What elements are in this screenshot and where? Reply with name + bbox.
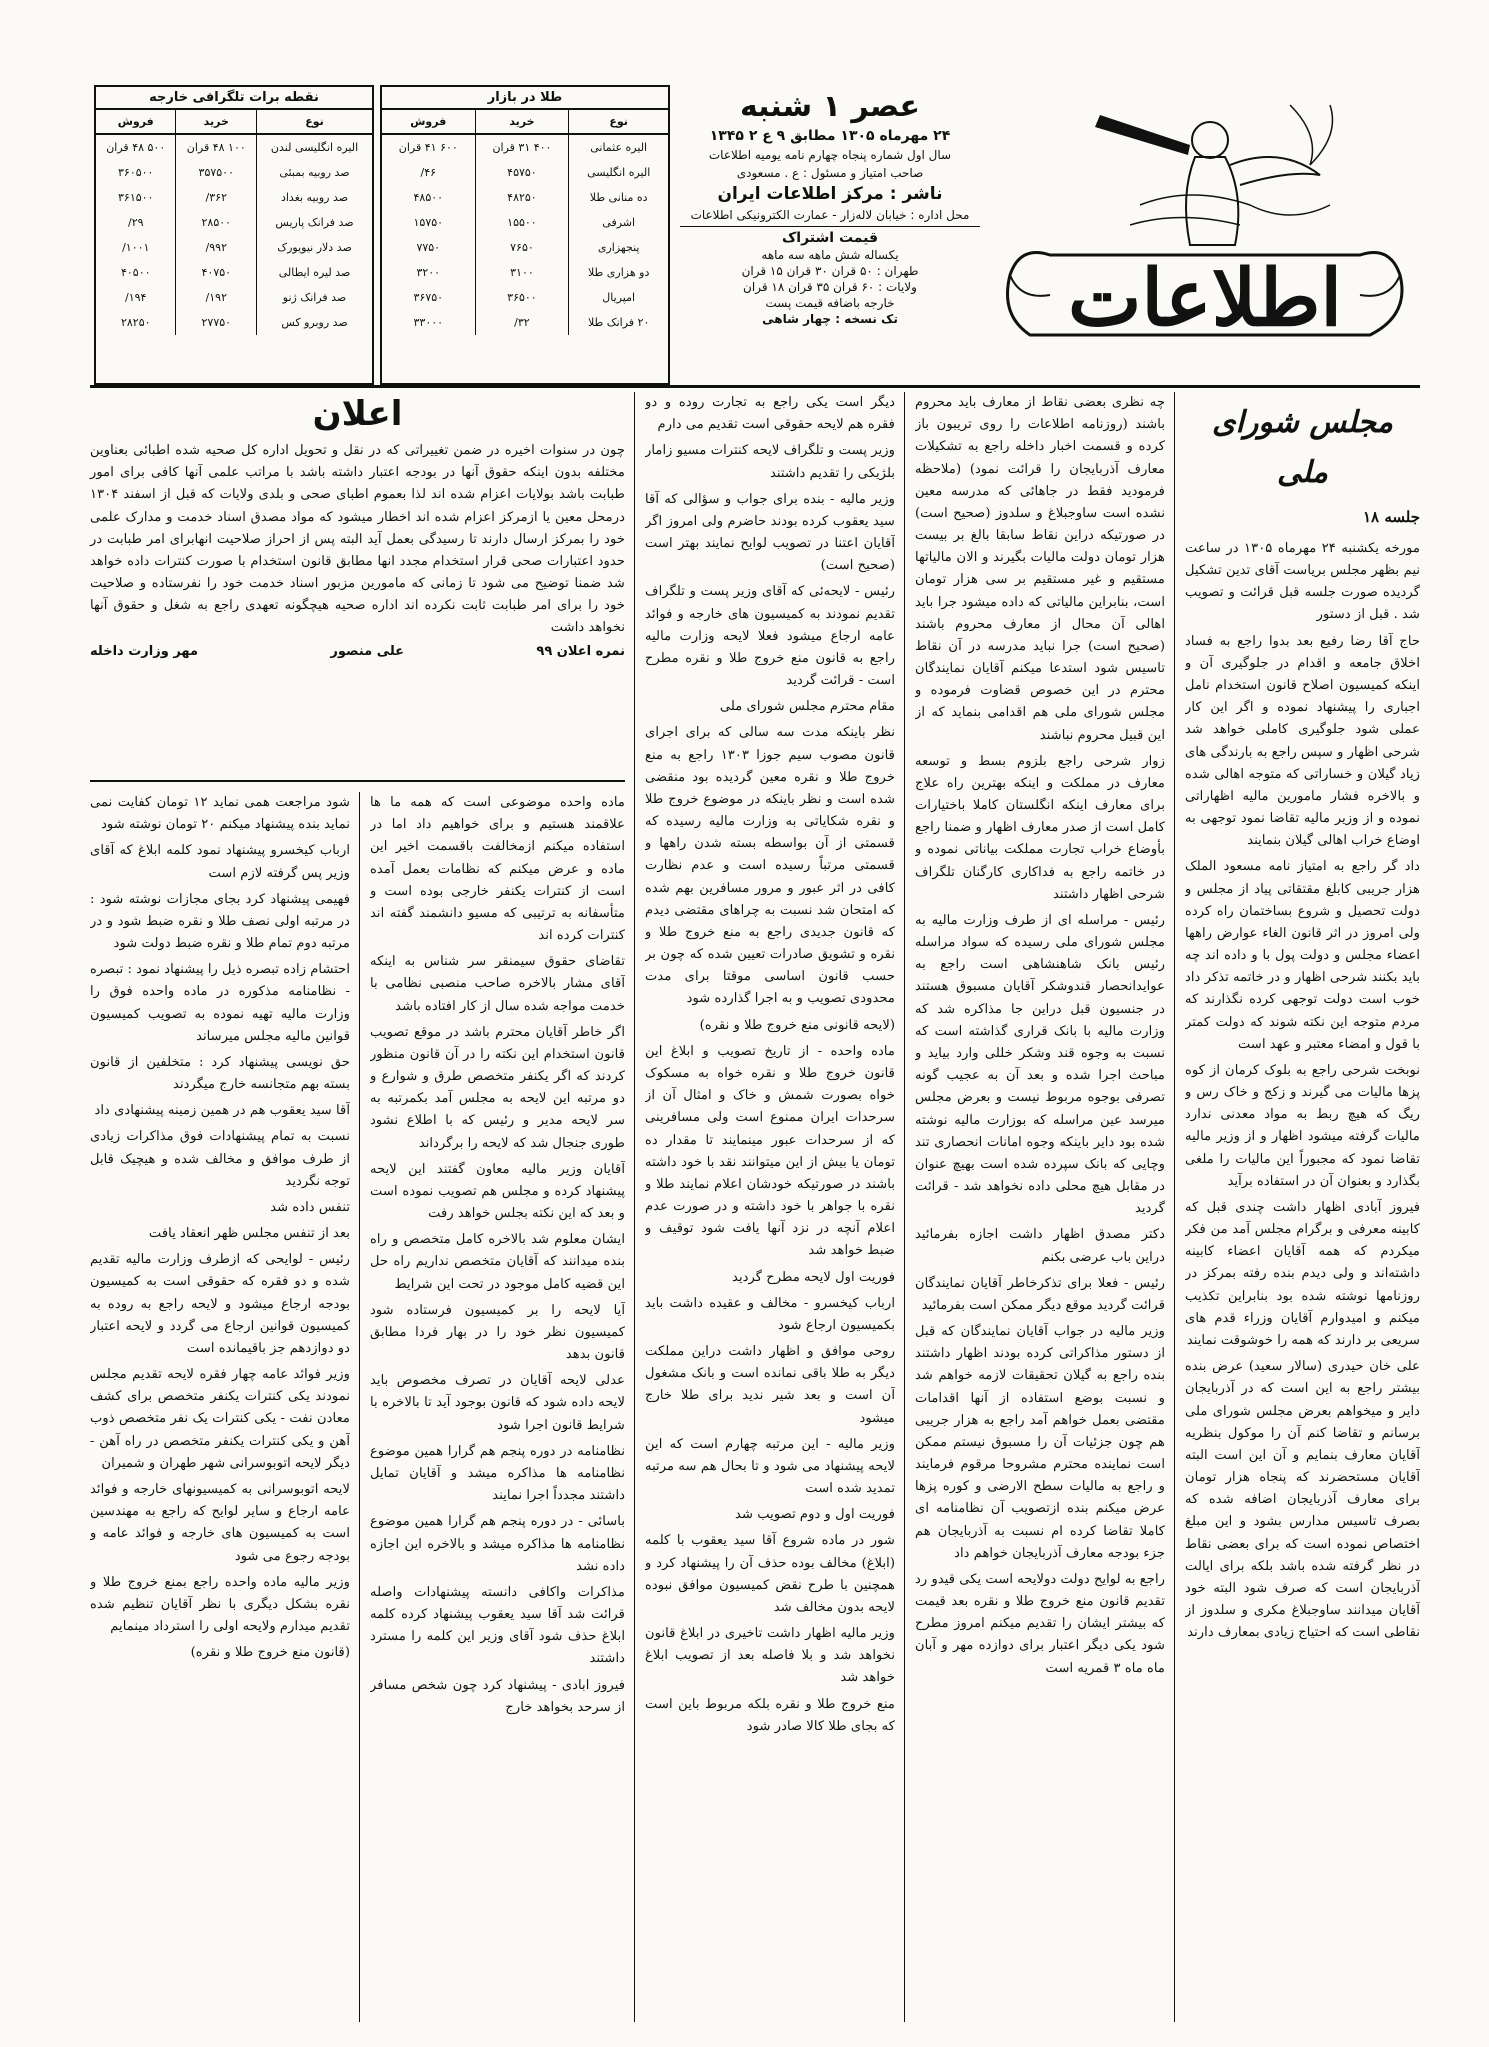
publication-info	[680, 85, 980, 385]
table-cell: ۷۶۵۰	[475, 235, 569, 260]
table-row	[96, 185, 372, 210]
address: محل اداره : خیابان لاله‌زار - عمارت الکترونیکی اطلاعات	[690, 208, 970, 222]
paragraph: (لایحه قانونی منع خروج طلا و نقره)	[699, 1017, 895, 1033]
table-row	[382, 260, 668, 285]
session-number: جلسه ۱۸	[1362, 507, 1420, 526]
announcement-seal: مهر وزارت داخله	[90, 643, 199, 659]
table-cell: ۴۰۰ ۳۱ قران	[475, 134, 569, 160]
paragraph: اگر خاطر آقایان محترم باشد در موقع تصویب قانون استخدام این نکته را در آن قانون منظور کردند که اگر یکنفر متخصص طرق و شوارع و دو مرتبه این لایحه به مجلس آمد بکمرتبه به سر لایحه مدیر و رئیس که با اطلاع نشود طوری جنجال شد که لایحه را برگرداند	[370, 1024, 625, 1151]
majlis-column-2	[915, 392, 1165, 2022]
table-row	[382, 285, 668, 310]
majlis-column-1	[1185, 392, 1420, 2022]
rate-provinces: ولایات : ۶۰ قران ۳۵ قران ۱۸ قران	[743, 280, 917, 294]
announcement-text: چون در سنوات اخیره در ضمن تغییراتی که در نقل و تحویل اداره کل صحیه شده اطبائی بعناوین مختلفه بدون اینکه حقوق آنها در بودجه اعتبار داشته باشد با مراتب علمی آنها کافی برای امور طبابت باشد بولایات اعزام شده اند لذا بعموم اطبای صحی و بلدی ولایات که قبل از اسفند ۱۳۰۴ درمحل معین یا ازمرکز اعزام شده اند اخطار میشود که مواد مصدق اسناد خدمت و مدارک علمی خود را بمرکز ارسال دارند تا رسیدگی بعمل آید البته پس از احراز صلاحیت انهابرای امر طبابت در حدود اعتبارات صحی قرار استخدام مجدد انها مطابق قانون استخدام با صورت کنترات داده خواهد شد ضمنا توضیح می شود تا زمانی که مامورین مزبور اسناد خدمت خود را نفرستاده و صلاحیت خود را برای امر طبابت ثابت نکرده اند اداره صحیه هیچگونه تعهدی راجع به شغل و حقوق آنها نخواهد داشت	[90, 443, 625, 636]
column-header: فروش	[382, 110, 475, 134]
paragraph: وزیر مالیه در جواب آقایان نمایندگان که قبل از دستور مذاکراتی کرده بودند اظهار داشتند بنده راجع به گیلان تحقیقات لازمه خواهم شد و نسبت بوضع استفاده از آنها اقدامات مقتضی بعمل خواهم آمد راجع به هزار جریبی هم چون جزئیات آن را مسبوق نیستم ممکن است نماینده محترم مشروحا مرقوم فرمایند و راجع به مالیات سطح الارضی و کوره پزها عرض میکنم بنده ازتصویب آن نظامنامه ای کاملا تقاضا کرده ام نسبت به آذربایجان هم جزء بودجه معارف آذربایجان خواهم داد	[915, 1324, 1165, 1561]
column-divider	[634, 392, 635, 2022]
paragraph: فیروز ابادی - پیشنهاد کرد چون شخص مسافر از سرحد بخواهد خارج	[370, 1677, 625, 1715]
announcement	[90, 392, 625, 782]
announcement-title: اعلان	[312, 394, 403, 434]
table-cell: ۲۸۲۵۰	[120, 316, 151, 329]
table-cell: ۳۶۵۰۰	[475, 285, 569, 310]
table-cell: ۱۵۵۰۰	[475, 210, 569, 235]
herald-logo-icon	[990, 85, 1420, 385]
exchange-rate-table	[94, 85, 374, 385]
paragraph: چه نظری بعضی نقاط از معارف باید محروم باشند (روزنامه اطلاعات را روی تریبون باز کرده و قسمت اخبار داخله راجع به تشکیلات معارف آذربایجان را قرائت نمود) (ملاحظه فرمودید فقط در جاهائی که مدرسه معین نشده است ساوجبلاغ و سلدوز (صحیح است) در صورتیکه دراین نقاط سابقا بالغ بر بیست هزار تومان دولت مالیات بگیرند و الان مالیاتها مستقیم و غیر مستقیم بر سی هزار تومان است، بنابراین مالیاتی که داده میشود جرا باید اهالی آن محال از معارف محروم باشند (صحیح است) جرا نباید مدرسه در آن نقاط تاسیس شود استدعا میکنم آقایان نمایندگان محترم در این خصوص قضاوت فرموده و مجلس شورای ملی هم اقدامی بنماید که از این قبیل محروم نباشند	[915, 395, 1165, 743]
lower-column-4	[370, 792, 625, 2022]
paragraph: تقاضای حقوق سیمنقر سر شناس به اینکه آقای مشار بالاخره صاحب منصبی نظامی با خدمت مواجه شده سال از کار افتاده باشد	[370, 954, 625, 1014]
paragraph: بعد از تنفس مجلس ظهر انعقاد یافت	[148, 1226, 350, 1242]
paragraph: عدلی لایحه آقایان در تصرف مخصوص باید لایحه داده شود که قانون بوجود آید تا بالاخره با شرایط قانون اجرا شود	[370, 1373, 625, 1433]
table-cell: ۳۶۰۵۰۰	[118, 166, 154, 179]
paragraph: زوار شرحی راجع بلزوم بسط و توسعه معارف در مملکت و اینکه بهترین راه علاج برای معارف اینکه انگلستان کاملا باختیارات کامل است از صدر معارف اظهار و ضمنا راجع بأوضاع خراب تجارت مملکت بیاناتی نموده و در خاتمه راجع به فداکاری کارگنان تلگراف شرحی اظهار داشتند	[915, 753, 1165, 902]
owner: صاحب امتیاز و مسئول : ع . مسعودی	[736, 166, 924, 180]
paragraph: رئیس - لایحه‌ئی که آقای وزیر پست و تلگراف تقدیم نمودند به کمیسیون های خارجه و فوائد عامه ارجاع میشود فعلا لایحه وزارت مالیه راجع به قانون منع خروج طلا و نقره مطرح است - قرائت گردید	[645, 584, 895, 689]
table-cell: ۱۹۲/	[176, 285, 257, 310]
gold-table-title: طلا در بازار	[382, 87, 668, 110]
paragraph: داد گر راجع به امتیاز نامه مسعود الملک هزار جریبی کابلغ مقتقاتی پیاد از مجلس و دولت تحصیل و شروع بساختمان راه کرده ولی امروز در اثر قانون الغاء عوارض راهها اعضاء مجلس و دولت پول با و داده اند چه باید بکنند شرحی اظهار و در خاتمه تذکر داد خوب است دولت توجهی کرده نگذارند که مردم متوجه این نکته شوند که دولت کمتر با قول و امضاء معتبر و عهد است	[1185, 859, 1420, 1052]
paragraph: باسائی - در دوره پنجم هم گرارا همین موضوع نظامنامه ها مذاکره میشد و بالاخره این اجازه داده نشد	[370, 1514, 625, 1574]
table-cell: ۴۶/	[420, 166, 437, 179]
paragraph: آقا سید یعقوب هم در همین زمینه پیشنهادی داد	[94, 1103, 350, 1119]
paragraph: رئیس - مراسله ای از طرف وزارت مالیه به مجلس شورای ملی رسیده که سواد مراسله رئیس بانک شاهنشاهی است راجع به عوایدانحصار قندوشکر آقایان مسبوق هستند در جنسیون قبل دراین جا مذاکره شد که وزارت مالیه با بانک قراری گذاشته است که نسبت به وجوه قند وشکر خللی وارد بیاید و مباحث اجرا شده و بعد آن به عجیب گونه تصرفی بوجوه مربوط نیست و بعرض مجلس میرسد عین مراسله که بوزارت مالیه نوشته شده بود دایر باینکه وجوه امانات انحصاری تند وچایی که بانک سپرده شده است بهیچ عنوان در مقابل هیچ محلی داده نخواهد شد - قرائت گردید	[915, 912, 1165, 1217]
table-cell: ۳۵۷۵۰۰	[176, 160, 257, 185]
table-cell: ۲۸۵۰۰	[176, 210, 257, 235]
column-header: نوع	[569, 110, 668, 134]
column-divider	[904, 392, 905, 2022]
column-header: خرید	[176, 110, 257, 134]
rate-abroad: خارجه باضافه قیمت پست	[765, 296, 895, 310]
table-row	[382, 160, 668, 185]
paragraph: آیا لایحه را بر کمیسیون فرستاده شود کمیسیون نظر خود را در بهار فردا مطابق قانون بدهد	[370, 1302, 625, 1363]
paragraph: منع خروج طلا و نقره بلکه مربوط باین است که بجای طلا کالا صادر شود	[645, 1696, 895, 1734]
paragraph: مذاکرات واکافی دانسته پیشنهادات واصله قرائت شد آقا سید یعقوب پیشنهاد کرده کلمه ابلاغ حذف شود آقای وزیر این کلمه را مسترد داشتند	[370, 1584, 625, 1667]
table-row	[382, 235, 668, 260]
publisher: ناشر : مرکز اطلاعات ایران	[717, 184, 943, 204]
paragraph: راجع به لوایح دولت دولایحه است یکی قیدو رد تقدیم قانون منع خروج طلا و نقره بعد قیمت که بیشتر ایشان را تقدیم میکنم امروز مطرح شود یکی دیگر اعتبار برای دوازده مهر و آبان ماه ماه ۳ قمریه است	[915, 1571, 1165, 1676]
table-cell: الیره انگلیسی لندن	[257, 134, 372, 160]
table-cell: صد دلار نیویورک	[257, 235, 372, 260]
paragraph: نظر باینکه مدت سه سالی که برای اجرای قانون مصوب سیم جوزا ۱۳۰۳ راجع به منع خروج طلا و نقره معین گردیده بود منقضی شده است و نظر باینکه در موضوع خروج طلا و نقره شکایاتی به وزارت مالیه رسیده که قسمتی از آن بواسطه بسته شدن راهها و قسمتی مرتباً رسیده است و عدم نظارت کافی در اثر عبور و مرور مسافرین بهم شده که امتحان شد نسبت به چراهای مقتضی دیدم که قانون جدیدی راجع به منع خروج طلا و نقره و تشویق صادرات تعیین شده که چون بر حسب قانون اساسی موقتا برای مدت محدودی تصویب و به اجرا گذارده شود	[645, 725, 895, 1007]
issue-date: ۲۴ مهرماه ۱۳۰۵ مطابق ۹ ع ۲ ۱۳۴۵	[709, 128, 951, 144]
paragraph: روحی موافق و اظهار داشت دراین مملکت دیگر به طلا باقی نمانده است و بانک مشغول آن است و بعد شیر ندید برای طلا خارج میشود	[645, 1344, 895, 1426]
table-row	[96, 210, 372, 235]
table-cell: الیره انگلیسی	[569, 160, 668, 185]
table-cell: صد روبیه بمبئی	[257, 160, 372, 185]
table-cell: ۶۰۰ ۴۱ قران	[398, 141, 458, 154]
table-cell: ۴۰۵۰۰	[120, 266, 151, 279]
paragraph: فیروز آبادی اظهار داشت چندی قبل که کابینه معرفی و برگرام مجلس آمد من فکر میکردم که همه آقایان اعضاء کابینه داشته‌اند و ولی دیدم بنده رفته بمرکز در روزنامها نوشته شده بود بنابراین تکذیب میکنم و امیدوارم آقایان وزراء قدم های سریعی بر دارند که همه را خوشوقت نمایند	[1185, 1199, 1420, 1348]
table-cell: ۷۷۵۰	[416, 241, 441, 254]
paragraph: فوریت اول لایحه مطرح گردید	[732, 1269, 895, 1285]
announcement-footer	[90, 644, 625, 659]
paragraph: دیگر است یکی راجع به تجارت روده و دو فقره هم لایحه حقوقی است تقدیم می دارم	[645, 395, 895, 433]
paragraph: دکتر مصدق اظهار داشت اجازه بفرمائید دراین باب عرضی بکنم	[915, 1227, 1165, 1265]
table-cell: صد روبرو کس	[257, 310, 372, 335]
paragraph: احتشام زاده تبصره ذیل را پیشنهاد نمود : تبصره - نظامنامه مذکوره در ماده واحده فوق را وزارت مالیه تهیه نموده به تصویب کمیسیون قوانین مالیه مجلس میرساند	[90, 962, 350, 1044]
paragraph: ایشان معلوم شد بالاخره کامل متخصص و راه بنده میدانند که آقایان متخصص نداریم راه حل این قضیه کامل موجود در تحت این شرایط	[370, 1232, 625, 1292]
table-row	[96, 285, 372, 310]
table-cell: ۲۷۷۵۰	[176, 310, 257, 335]
table-cell: صد روبیه بغداد	[257, 185, 372, 210]
table-row	[96, 235, 372, 260]
paragraph: لایحه اتوبوسرانی به کمیسیونهای خارجه و فوائد عامه ارجاع و سایر لوایح که راجع به مهندسین است به کمیسیون های خارجه و فوائد عامه و بودجه رجوع می شود	[90, 1481, 350, 1564]
table-cell: ۳۶۷۵۰	[413, 291, 444, 304]
paragraph: وزیر مالیه اظهار داشت تاخیری در ابلاغ قانون نخواهد شد و بلا فاصله بعد از تصویب ابلاغ خواهد شد	[645, 1626, 895, 1686]
paragraph: حاج آقا رضا رفیع بعد بدوا راجع به فساد اخلاق جامعه و اقدام در جلوگیری آن و اینکه کمیسیون اصلاح قانون استخدام نامل اجباری را پیشنهاد نموده و اگر این کار عملی شود جلوگیری کاملی خواهد شد شرحی اظهار و سپس راجع به بارندگی های زیاد گیلان و خساراتی که متوجه اهالی شده و بالاخره فشار مامورین مالیه اظهاراتی نموده و از وزیر مالیه تقاضا نمود توجهی به اوضاع خراب اهالی گیلان بنمایند	[1185, 633, 1420, 849]
article-body	[90, 392, 1420, 2022]
table-cell: ۱۰۰ ۴۸ قران	[176, 134, 257, 160]
table-cell: ۵۰۰ ۴۸ قران	[106, 141, 166, 154]
table-cell: اشرفی	[569, 210, 668, 235]
paragraph: وزیر پست و تلگراف لایحه کنترات مسیو زامار بلژیکی را تقدیم داشتند	[645, 443, 895, 481]
table-cell: پنجهزاری	[569, 235, 668, 260]
table-cell: ده منانی طلا	[569, 185, 668, 210]
table-cell: امپریال	[569, 285, 668, 310]
svg-text:اطلاعات: اطلاعات	[1067, 253, 1343, 344]
paragraph: حق نویسی پیشنهاد کرد : متخلفین از قانون بسته بهم متجانسه خارج میگردند	[90, 1054, 350, 1093]
column-divider	[1174, 392, 1175, 2022]
paragraph: نوبخت شرحی راجع به بلوک کرمان از کوه پزها مالیات می گیرند و زکج و خاک رس و ریگ که هیچ ربط به مواد معدنی ندارد مالیات گرفته میشود اظهار و از وزیر مالیه تقاضا نمود که مجبوراً این مالیات را ملغی بگذارد و بعنوان آن در استفاده برآید	[1185, 1062, 1420, 1189]
paragraph: وزیر مالیه ماده واحده راجع بمنع خروج طلا و نقره بشکل دیگری با نظر آقایان تنظیم شده تقدیم میدارم ولایحه اولی را استرداد مینمایم	[90, 1574, 350, 1635]
table-cell: ۹۹۲/	[176, 235, 257, 260]
table-row	[382, 210, 668, 235]
table-cell: الیره عثمانی	[569, 134, 668, 160]
paragraph: رئیس - لوایحی که ازطرف وزارت مالیه تقدیم شده و دو فقره که حقوقی است به کمیسیون بودجه ارجاع میشود و لایحه راجع به روده به کمیسیون قوانین ارجاع می گردد و لایحه اعتبار دو دوازدهم جز باقیمانده است	[90, 1252, 350, 1356]
paragraph: فهیمی پیشنهاد کرد بجای مجازات نوشته شود : در مرتبه اولی نصف طلا و نقره ضبط شود و در مرتبه دوم تمام طلا و نقره ضبط دولت شود	[90, 891, 350, 952]
market-tables	[90, 85, 670, 385]
column-header: فروش	[96, 110, 176, 134]
table-cell: ۱۰۰۱/	[122, 241, 150, 254]
column-header: نوع	[257, 110, 372, 134]
column-header: خرید	[475, 110, 569, 134]
table-cell: ۴۸۵۰۰	[413, 191, 444, 204]
law-column	[645, 392, 895, 2022]
table-cell: ۳۶۲/	[176, 185, 257, 210]
table-cell: ۴۵۷۵۰	[475, 160, 569, 185]
table-row	[96, 260, 372, 285]
gold-price-table	[380, 85, 670, 385]
table-cell: صد فرانک پاریس	[257, 210, 372, 235]
table-cell: ۳۲/	[475, 310, 569, 335]
table-cell: صد لیره ایطالی	[257, 260, 372, 285]
announcement-number: نمره اعلان ۹۹	[536, 643, 625, 659]
table-cell: دو هزاری طلا	[569, 260, 668, 285]
paragraph: تنفس داده شد	[270, 1199, 350, 1215]
paragraph: ارباب کیخسرو پیشنهاد نمود کلمه ابلاغ که آقای وزیر پس گرفته لازم است	[90, 843, 350, 881]
fx-table-title: نقطه برات تلگرافی خارجه	[96, 87, 372, 110]
paragraph: شور در ماده شروع آقا سید یعقوب با کلمه (ابلاغ) مخالف بوده حذف آن را پیشنهاد کرد و همچنین با طرح نقض کمیسیون موافق نبوده لایحه بدون مخالف شد	[645, 1533, 895, 1615]
paragraph: ارباب کیخسرو - مخالف و عقیده داشت باید بکمیسیون ارجاع شود	[645, 1295, 895, 1333]
paragraph: آقایان وزیر مالیه معاون گفتند این لایحه پیشنهاد کرده و مجلس هم تصویب نموده است و بعد که این نکته بجلس خواهد رفت	[370, 1161, 625, 1222]
paragraph: علی خان حیدری (سالار سعید) عرض بنده بیشتر راجع به این است که در آذربایجان دایر و میخواهم بعرض مجلس شورای ملی برسانم و تقاضا کنم آن را موکول بنظریه آقایان معارف بنمایم و آن این است البته آقایان مستحضرند که پنجاه هزار تومان برای معارف آذربایجان اضافه شده که بصرف تاسیس مدارس بشود و این مبلغ اختصاص نموده است که برای بعضی نقاط در نظر گرفته شده باشد بلکه برای ایالت آذربایجان است که صرف شود البته خود آقایان میدانند ساوجبلاغ مکری و سلدوز از نقاطی است که احتیاج زیادی بمعارف دارند	[1185, 1359, 1420, 1641]
paragraph: ماده واحده - از تاریخ تصویب و ابلاغ این قانون خروج طلا و نقره خواه به مسکوک خواه بصورت شمش و خاک و امثال آن از سرحدات ایران ممنوع است ولی مسافرینی که از سرحدات عبور مینمایند تا مقدار ده تومان یا بیش از این میتوانند نقد با خود داشته باشند در صورتیکه خودشان اعلام نمایند طلا و نقره با جواهر با خود داشته و در صورت عدم اعلام آنچه در نزد آنها یافت شود توقیف و ضبط خواهد شد	[645, 1043, 895, 1259]
table-cell: ۱۹۴/	[125, 291, 147, 304]
table-cell: ۳۲۰۰	[416, 266, 441, 279]
table-row	[96, 160, 372, 185]
lower-column-5	[90, 792, 350, 2022]
table-row	[96, 134, 372, 160]
announcement-signature: علی منصور	[330, 643, 405, 659]
table-cell: ۳۱۰۰	[475, 260, 569, 285]
table-cell: صد فرانک ژنو	[257, 285, 372, 310]
masthead	[90, 85, 1420, 388]
column-divider	[359, 792, 360, 2022]
paragraph: ماده واحده موضوعی است که همه ما ها علاقمند هستیم و برای خواهیم داد اما در استفاده میکنم ازمخالفت باقسمت اخیر این ماده و عرض میکنم که نظامات بعمل آمده است از کنترات یکنفر خارجی بوده است و متأسفانه به ترتیبی که مسیو دانشمند گفته اند کنترات کرده اند	[370, 795, 625, 944]
subscription-header: یکساله شش ماهه سه ماهه	[761, 248, 899, 262]
table-cell: ۴۰۷۵۰	[176, 260, 257, 285]
table-row	[382, 310, 668, 335]
issue-day: عصر ۱ شنبه	[739, 89, 921, 124]
table-cell: ۳۳۰۰۰	[413, 316, 444, 329]
table-cell: ۳۶۱۵۰۰	[118, 191, 154, 204]
paragraph: وزیر مالیه - این مرتبه چهارم است که این لایحه پیشنهاد می شود و تا بحال هم سه مرتبه تمدید شده است	[645, 1436, 895, 1497]
table-cell: ۲۰ فرانک طلا	[569, 310, 668, 335]
paragraph: وزیر مالیه - بنده برای جواب و سؤالی که آقا سید یعقوب کرده بودند حاضرم ولی امروز اگر آقایان اعتنا در تصویب لوایح نمایند بهتر است (صحیح است)	[645, 491, 895, 574]
paragraph: (قانون منع خروج طلا و نقره)	[190, 1645, 350, 1661]
paragraph: شود مراجعت همی نماید ۱۲ تومان کفایت نمی نماید بنده پیشنهاد میکنم ۲۰ تومان نوشته شود	[90, 795, 350, 833]
table-cell: ۲۹/	[127, 216, 144, 229]
paragraph: مقام محترم مجلس شورای ملی	[719, 699, 895, 715]
table-cell: ۴۸۲۵۰	[475, 185, 569, 210]
table-row	[382, 185, 668, 210]
single-copy-price: تک نسخه : چهار شاهی	[762, 312, 898, 326]
subscription-title: قیمت اشتراک	[680, 226, 980, 246]
table-row	[382, 134, 668, 160]
paragraph: رئیس - فعلا برای تذکرخاطر آقایان نمایندگان قرائت گردید موقع دیگر ممکن است بفرمائید	[915, 1275, 1165, 1313]
majlis-title: مجلس شورای ملی	[1212, 405, 1393, 491]
paragraph: وزیر فوائد عامه چهار فقره لایحه تقدیم مجلس نمودند یکی کنترات یکنفر متخصص برای کشف معادن نفت - یکی کنترات یک نفر متخصص ذوب آهن و یکی کنترات یکنفر متخصص در راه آهن - دیگر لایحه اتوبوسرانی شهر طهران و شمیران	[90, 1367, 350, 1471]
table-row	[96, 310, 372, 335]
paragraph: نظامنامه در دوره پنجم هم گرارا همین موضوع نظامنامه ها مذاکره میشد و آقایان تمایل داشتند مجدداً اجرا نمایند	[370, 1443, 625, 1504]
rate-tehran: طهران : ۵۰ قران ۳۰ قران ۱۵ قران	[741, 264, 919, 278]
issue-number: سال اول شماره پنجاه چهارم نامه یومیه اطلاعات	[708, 148, 952, 162]
table-cell: ۱۵۷۵۰	[413, 216, 444, 229]
paragraph: نسبت به تمام پیشنهادات فوق مذاکرات زیادی از طرف موافق و مخالف شده و هیچیک قابل توجه نگردید	[90, 1129, 350, 1189]
paragraph: مورخه یکشنبه ۲۴ مهرماه ۱۳۰۵ در ساعت نیم بظهر مجلس بریاست آقای تدین تشکیل گردیده صورت جلسه قبل قرائت و تصویب شد . قبل از دستور	[1185, 540, 1420, 623]
paragraph: فوریت اول و دوم تصویب شد	[735, 1507, 895, 1523]
left-block	[90, 392, 625, 2022]
logo	[990, 85, 1420, 385]
